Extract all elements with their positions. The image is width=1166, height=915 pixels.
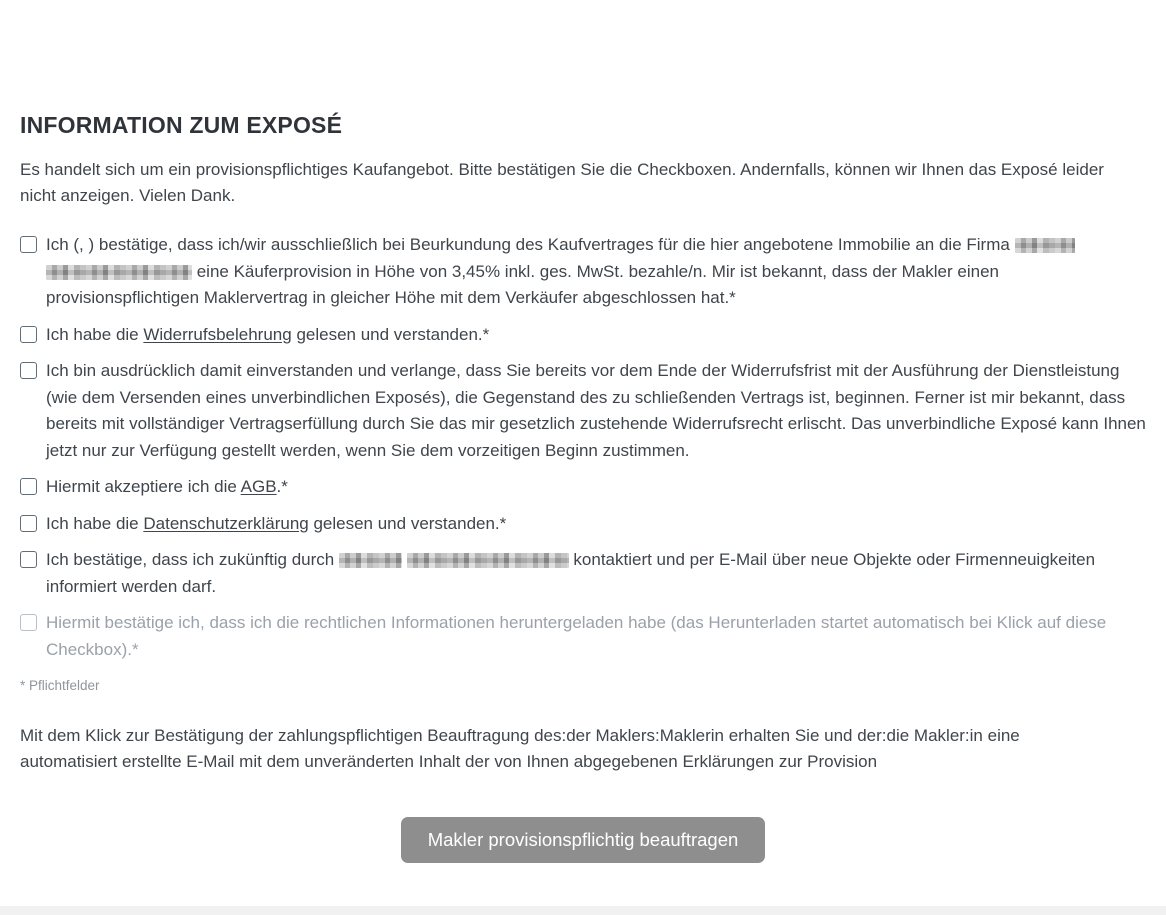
checkbox-row-datenschutz-read — [20, 511, 1146, 538]
checkbox[interactable] — [20, 551, 37, 568]
checkbox-row-early-performance-consent — [20, 358, 1146, 464]
submit-button[interactable]: Makler provisionspflichtig beauftragen — [401, 817, 766, 863]
checkbox-label-text: Ich bestätige, dass ich zukünftig durch — [46, 550, 339, 569]
checkbox-list — [20, 232, 1146, 663]
checkbox-label-text: Hiermit bestätige ich, dass ich die rechtlichen Informationen heruntergeladen habe (das Herunterladen startet automatisch bei Klick auf diese Checkbox).* — [46, 613, 1107, 659]
checkbox-label-text: Hiermit akzeptiere ich die — [46, 477, 241, 496]
checkbox-label — [37, 232, 1146, 312]
checkbox-label — [37, 610, 1146, 663]
checkbox-label-text: gelesen und verstanden.* — [308, 513, 507, 533]
redacted-text — [1015, 238, 1075, 253]
checkbox-label-text: Ich habe die — [46, 513, 144, 533]
checkbox-label-text: Ich (, ) bestätige, dass ich/wir ausschließlich bei Beurkundung des Kaufvertrages für die hier angebotene Immobilie an die Firma — [46, 235, 1015, 254]
checkbox-label — [37, 358, 1146, 464]
checkbox[interactable] — [20, 362, 37, 379]
required-fields-note: * Pflichtfelder — [20, 678, 100, 693]
agb-link[interactable]: AGB — [240, 477, 277, 496]
checkbox-label — [37, 547, 1146, 600]
redacted-text — [339, 553, 402, 568]
redacted-text — [46, 265, 192, 280]
confirmation-note: Mit dem Klick zur Bestätigung der zahlungspflichtigen Beauftragung des:der Maklers:Maklerin erhalten Sie und der:die Makler:in eine automatisiert erstellte E-Mail mit dem unveränderten Inhalt der von Ihnen abgegebenen Erklärungen zur Provision — [20, 726, 1020, 771]
checkbox-row-commission-consent — [20, 232, 1146, 312]
checkbox[interactable] — [20, 236, 37, 253]
redacted-text — [407, 553, 569, 568]
checkbox-label — [37, 511, 506, 538]
checkbox-label-text: gelesen und verstanden.* — [291, 324, 490, 344]
submit-button-container — [20, 817, 1146, 863]
page-title: INFORMATION ZUM EXPOSÉ — [20, 112, 343, 138]
checkbox[interactable] — [20, 515, 37, 532]
checkbox[interactable] — [20, 478, 37, 495]
checkbox-label — [37, 474, 288, 501]
checkbox-label-text: kontaktiert und per E-Mail über neue Objekte oder Firmenneuigkeiten informiert werden darf. — [46, 550, 1096, 596]
checkbox[interactable] — [20, 326, 37, 343]
datenschutzerklaerung-link[interactable]: Datenschutzerklärung — [143, 513, 309, 533]
widerrufsbelehrung-link[interactable]: Widerrufsbelehrung — [143, 324, 292, 344]
checkbox-label-text: Ich bin ausdrücklich damit einverstanden und verlange, dass Sie bereits vor dem Ende der Widerrufsfrist mit der Ausführung der Dienstleistung (wie dem Versenden eines unverbindlichen Exposés), die Gegenstand des zu schließenden Vertrags ist, beginnen. Ferner ist mir bekannt, dass bereits mit vollständiger Vertragserfüllung durch Sie das mir gesetzlich zustehende Widerrufsrecht erlischt. Das unverbindliche Exposé kann Ihnen jetzt nur zur Verfügung gestellt werden, wenn Sie dem vorzeitigen Beginn zustimmen. — [46, 361, 1146, 460]
checkbox-label-text: Ich habe die — [46, 324, 144, 344]
intro-text: Es handelt sich um ein provisionspflichtiges Kaufangebot. Bitte bestätigen Sie die Checkboxen. Andernfalls, können wir Ihnen das Exposé leider nicht anzeigen. Vielen Dank. — [20, 160, 1104, 205]
checkbox-row-legal-info-downloaded — [20, 610, 1146, 663]
checkbox-label-text: eine Käuferprovision in Höhe von 3,45% inkl. ges. MwSt. bezahle/n. Mir ist bekannt, dass der Makler einen provisionspflichtigen Maklervertrag in gleicher Höhe mit dem Verkäufer abgeschlossen hat.* — [46, 261, 999, 307]
checkbox-row-marketing-contact-consent — [20, 547, 1146, 600]
checkbox-label-text: .* — [276, 477, 288, 496]
checkbox-row-widerrufsbelehrung-read — [20, 322, 1146, 349]
checkbox[interactable] — [20, 614, 37, 631]
checkbox-row-agb-accept — [20, 474, 1146, 501]
checkbox-label — [37, 322, 489, 349]
bottom-edge-strip — [0, 906, 1166, 915]
checkbox-label-text — [402, 550, 407, 569]
